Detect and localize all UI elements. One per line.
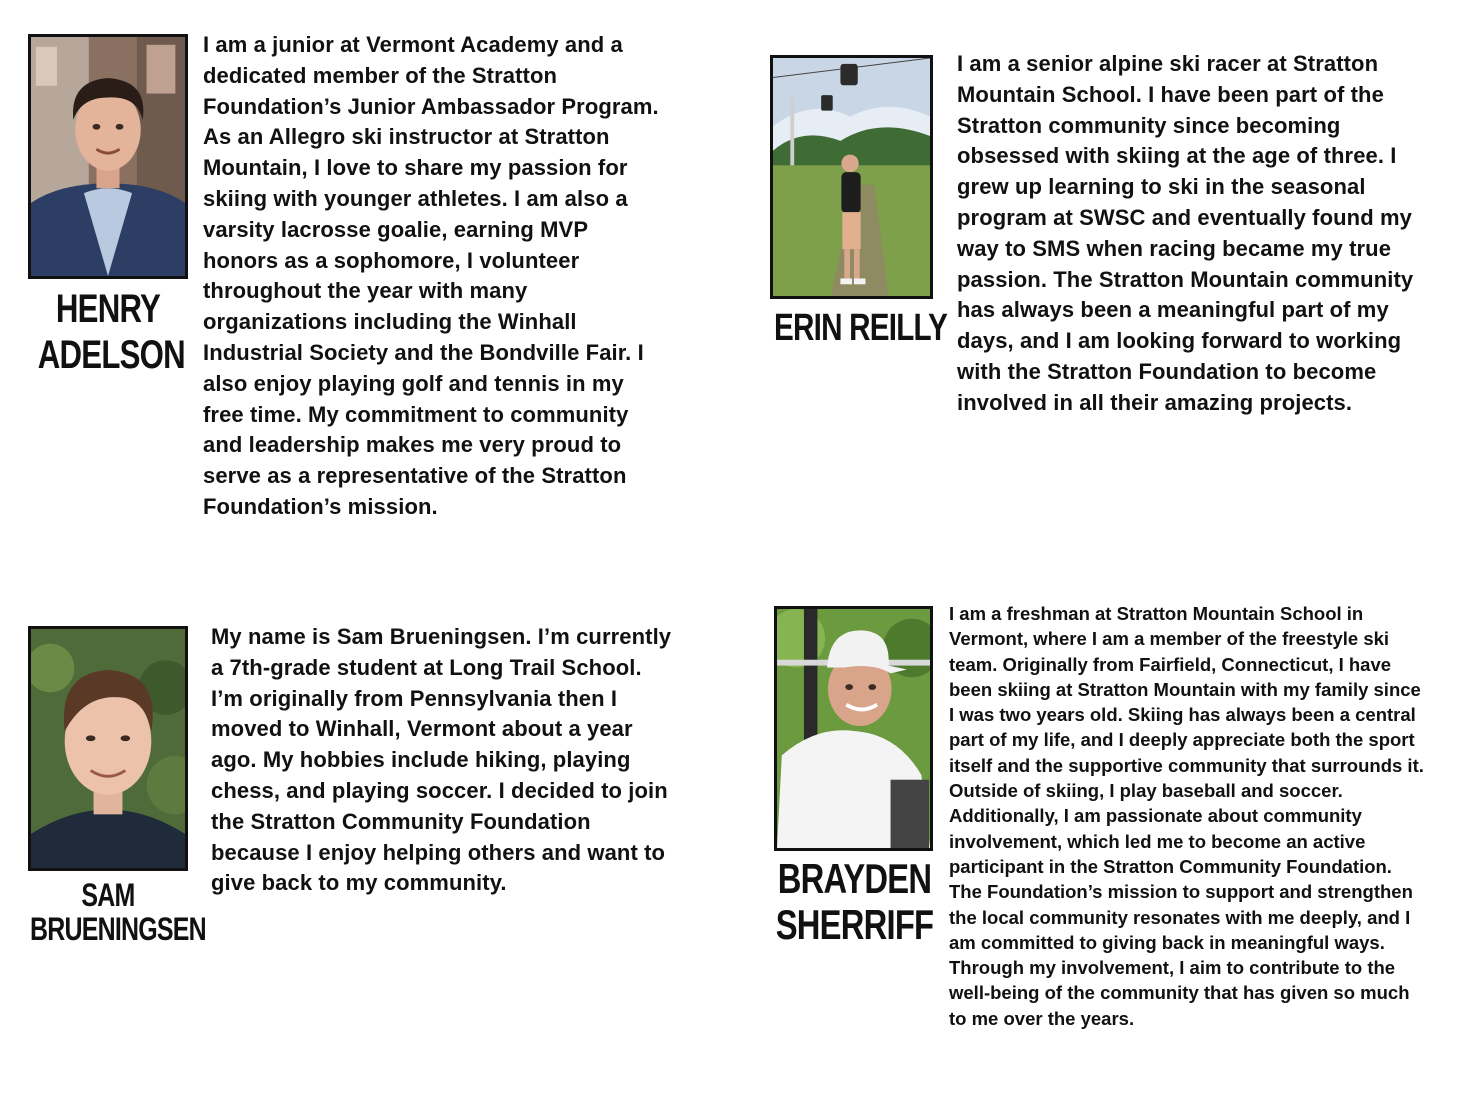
name-henry-adelson: [37, 286, 185, 378]
bio-sam-brueningsen: My name is Sam Brueningsen. I’m currently a 7th-grade student at Long Trail School. I’m originally from Pennsylvania then I moved to Winhall, Vermont about a year ago. My hobbies include hiking, playing chess, and playing soccer. I decided to join the Stratton Community Foundation because I enjoy helping others and want to give back to my community.: [211, 624, 672, 896]
bio-brayden-sherriff: I am a freshman at Stratton Mountain School in Vermont, where I am a member of the freestyle ski team. Originally from Fairfield, Connecticut, I have been skiing at Stratton Mountain with my family since I was two years old. Skiing has always been a central part of my life, and I deeply appreciate both the sport itself and the supportive community that surrounds it. Outside of skiing, I play baseball and soccer. Additionally, I am passionate about community involvement, which led me to become an active participant in the Stratton Community Foundation. The Foundation’s mission to support and strengthen the local community resonates with me deeply, and I am committed to giving back in meaningful ways. Through my involvement, I aim to contribute to the well-being of the community that has given so much to me over the years.: [949, 603, 1424, 1029]
name-line-2: ADELSON: [37, 333, 185, 377]
name-brayden-sherriff: [775, 856, 935, 948]
name-erin-reilly: [774, 306, 948, 350]
name-line-1: HENRY: [55, 287, 161, 331]
bio-erin-reilly: I am a senior alpine ski racer at Stratton Mountain School. I have been part of the Stratton community since becoming obsessed with skiing at the age of three. I grew up learning to ski in the seasonal program at SWSC and eventually found my way to SMS when racing became my true passion. The Stratton Mountain community has always been a meaningful part of my days, and I am looking forward to working with the Stratton Foundation to become involved in all their amazing projects.: [957, 51, 1414, 415]
photo-henry-adelson: [28, 34, 188, 279]
name-sam-brueningsen: [30, 877, 206, 947]
name-line-2: BRUENINGSEN: [30, 911, 206, 947]
name-line-1: BRAYDEN: [777, 855, 932, 902]
name-line-2: SHERRIFF: [775, 901, 934, 948]
bio-henry-adelson: I am a junior at Vermont Academy and a dedicated member of the Stratton Foundation’s Junior Ambassador Program. As an Allegro ski instructor at Stratton Mountain, I love to share my passion for skiing with younger athletes. I am also a varsity lacrosse goalie, earning MVP honors as a sophomore, I volunteer throughout the year with many organizations including the Winhall Industrial Society and the Bondville Fair. I also enjoy playing golf and tennis in my free time. My commitment to community and leadership makes me very proud to serve as a representative of the Stratton Foundation’s mission.: [203, 32, 659, 519]
photo-sam-brueningsen: [28, 626, 188, 871]
photo-brayden-sherriff: [774, 606, 933, 851]
photo-erin-reilly: [770, 55, 933, 299]
name-line-1: SAM: [81, 877, 135, 913]
name-line-1: ERIN REILLY: [774, 307, 948, 349]
